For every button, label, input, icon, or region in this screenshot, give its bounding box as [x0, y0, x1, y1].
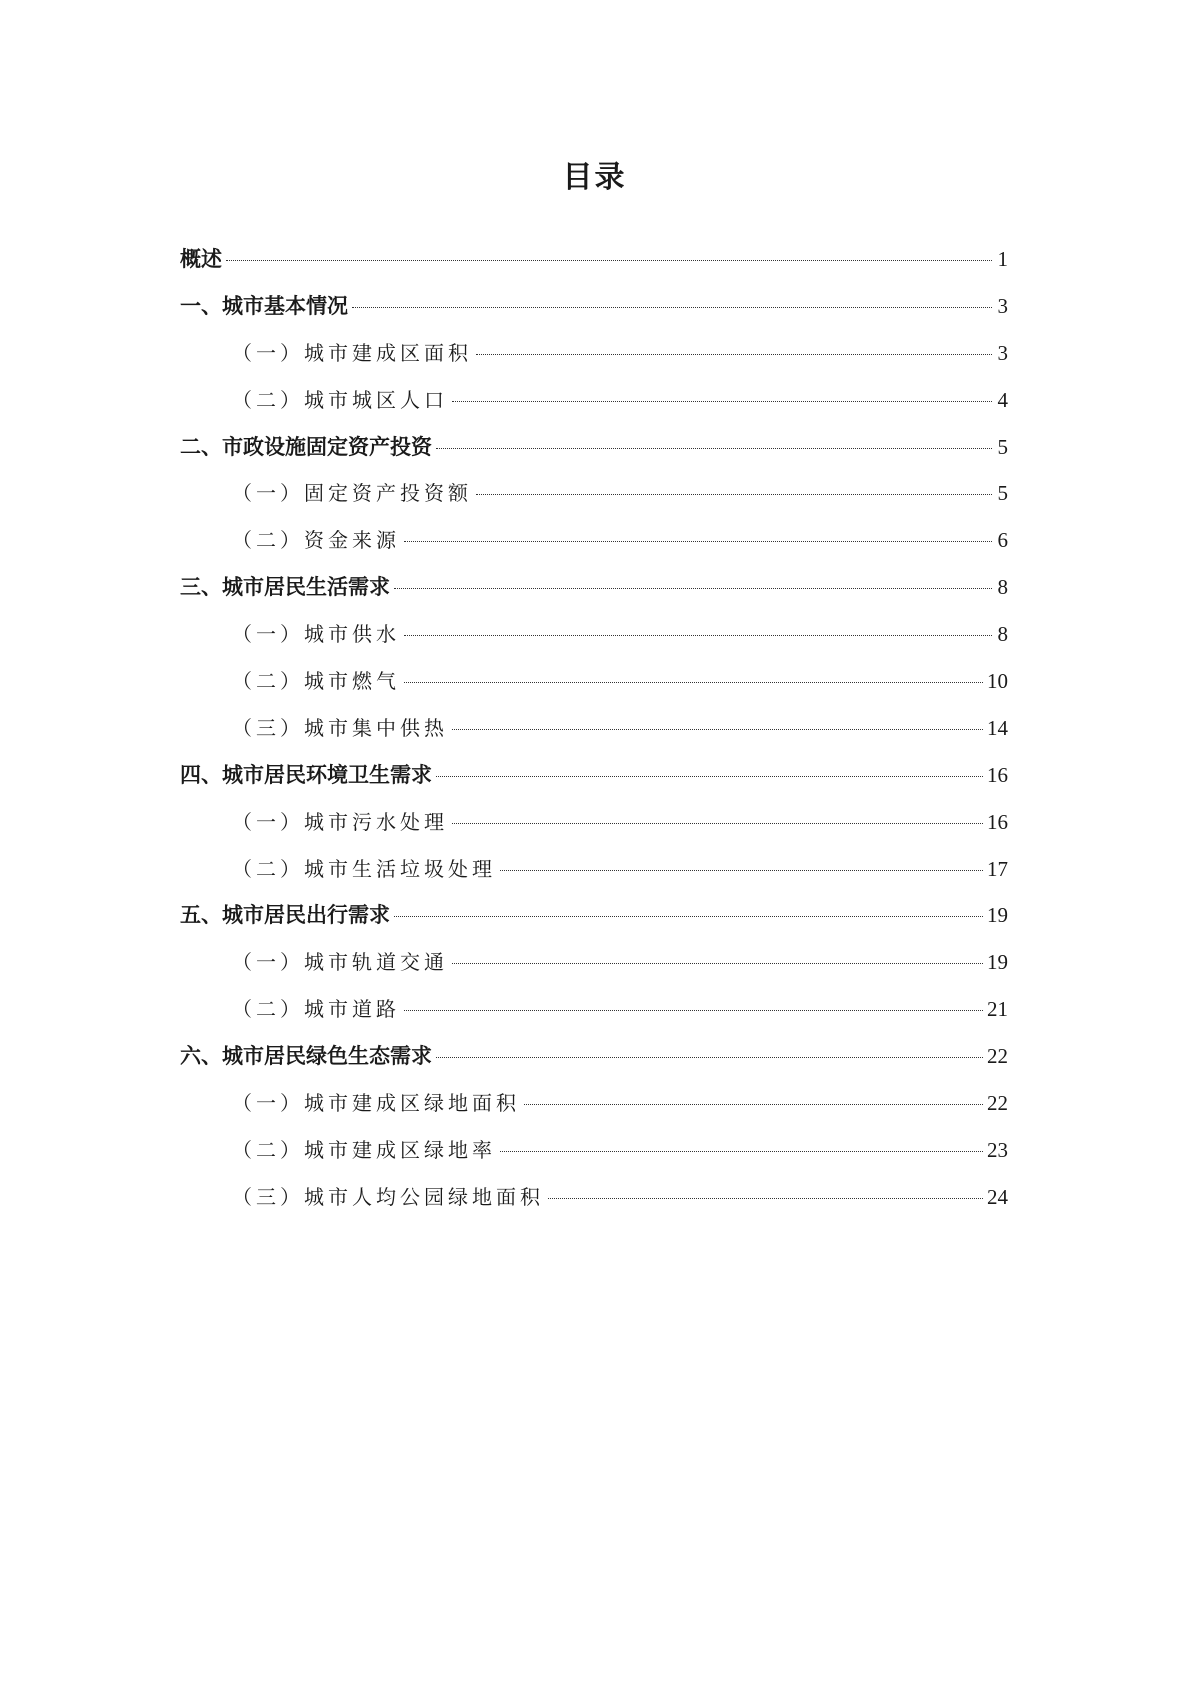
toc-entry[interactable] [180, 527, 1008, 574]
toc-entry-page-number: 5 [997, 434, 1008, 459]
toc-entry-label: 三、城市居民生活需求 [180, 575, 390, 600]
dot-leader [394, 588, 992, 589]
dot-leader [452, 729, 983, 730]
toc-entry-label: 六、城市居民绿色生态需求 [180, 1044, 432, 1069]
page-title: 目录 [562, 160, 627, 195]
toc-entry-label: 二、市政设施固定资产投资 [180, 434, 432, 459]
toc-entry[interactable] [180, 949, 1008, 996]
toc-entry[interactable] [180, 246, 1008, 293]
toc-entry-page-number: 17 [987, 856, 1008, 881]
dot-leader [452, 401, 992, 402]
toc-entry[interactable] [180, 715, 1008, 762]
dot-leader [452, 823, 983, 824]
toc-entry-label: （一）城市建成区绿地面积 [232, 1091, 520, 1116]
toc-entry-page-number: 6 [997, 528, 1008, 553]
toc-entry-page-number: 16 [987, 809, 1008, 834]
toc-entry[interactable] [180, 1043, 1008, 1090]
toc-entry-label: （二）城市燃气 [232, 669, 400, 694]
toc-entry-page-number: 23 [987, 1137, 1008, 1162]
dot-leader [404, 541, 992, 542]
toc-entry-page-number: 21 [987, 997, 1008, 1022]
toc-entry-label: （二）资金来源 [232, 528, 400, 553]
toc-entry[interactable] [180, 480, 1008, 527]
toc-entry-page-number: 3 [997, 340, 1008, 365]
toc-entry[interactable] [180, 809, 1008, 856]
dot-leader [436, 1057, 983, 1058]
dot-leader [500, 1151, 983, 1152]
dot-leader [394, 916, 983, 917]
toc-entry-page-number: 19 [987, 950, 1008, 975]
dot-leader [404, 635, 992, 636]
dot-leader [352, 307, 992, 308]
toc-entry-label: 四、城市居民环境卫生需求 [180, 762, 432, 787]
toc-entry-page-number: 24 [987, 1184, 1008, 1209]
toc-entry[interactable] [180, 621, 1008, 668]
toc-entry[interactable] [180, 1184, 1008, 1231]
toc-entry-label: （二）城市生活垃圾处理 [232, 856, 496, 881]
toc-entry-page-number: 8 [997, 622, 1008, 647]
toc-entry[interactable] [180, 668, 1008, 715]
toc-entry[interactable] [180, 996, 1008, 1043]
toc-entry-label: （一）城市轨道交通 [232, 950, 448, 975]
toc-entry-label: （一）城市供水 [232, 622, 400, 647]
dot-leader [476, 354, 992, 355]
toc-entry[interactable] [180, 387, 1008, 434]
toc-entry-label: 五、城市居民出行需求 [180, 903, 390, 928]
dot-leader [226, 260, 992, 261]
toc-entry-label: （二）城市建成区绿地率 [232, 1137, 496, 1162]
toc-entry-page-number: 10 [987, 669, 1008, 694]
toc-entry[interactable] [180, 293, 1008, 340]
dot-leader [436, 776, 983, 777]
toc-entry[interactable] [180, 340, 1008, 387]
toc-entry[interactable] [180, 434, 1008, 481]
toc-entry-page-number: 22 [987, 1044, 1008, 1069]
dot-leader [404, 1010, 983, 1011]
toc-entry-label: （三）城市集中供热 [232, 715, 448, 740]
dot-leader [404, 682, 983, 683]
toc-entry[interactable] [180, 574, 1008, 621]
dot-leader [476, 494, 992, 495]
toc-entry[interactable] [180, 1090, 1008, 1137]
toc-entry-page-number: 1 [997, 247, 1008, 271]
toc-entry-page-number: 16 [987, 762, 1008, 787]
toc-entry[interactable] [180, 762, 1008, 809]
toc-entry-page-number: 19 [987, 903, 1008, 928]
dot-leader [548, 1198, 983, 1199]
dot-leader [452, 963, 983, 964]
dot-leader [524, 1104, 983, 1105]
dot-leader [500, 870, 983, 871]
toc-entry-label: （二）城市道路 [232, 997, 400, 1022]
toc-entry[interactable] [180, 856, 1008, 903]
toc-entry-page-number: 5 [997, 481, 1008, 506]
toc-entry-page-number: 14 [987, 715, 1008, 740]
table-of-contents [180, 246, 1008, 1231]
toc-entry-page-number: 8 [997, 575, 1008, 600]
toc-entry-label: （一）城市建成区面积 [232, 340, 472, 365]
toc-entry-page-number: 4 [997, 387, 1008, 412]
toc-entry-label: 一、城市基本情况 [180, 293, 348, 318]
toc-entry-label: （一）城市污水处理 [232, 809, 448, 834]
toc-entry-label: （三）城市人均公园绿地面积 [232, 1184, 544, 1209]
toc-entry-page-number: 3 [997, 293, 1008, 318]
dot-leader [436, 448, 992, 449]
toc-entry-page-number: 22 [987, 1091, 1008, 1116]
toc-entry-label: （一）固定资产投资额 [232, 481, 472, 506]
toc-entry-label: （二）城市城区人口 [232, 387, 448, 412]
toc-entry[interactable] [180, 1137, 1008, 1184]
toc-entry-label: 概述 [180, 247, 222, 271]
toc-entry[interactable] [180, 902, 1008, 949]
